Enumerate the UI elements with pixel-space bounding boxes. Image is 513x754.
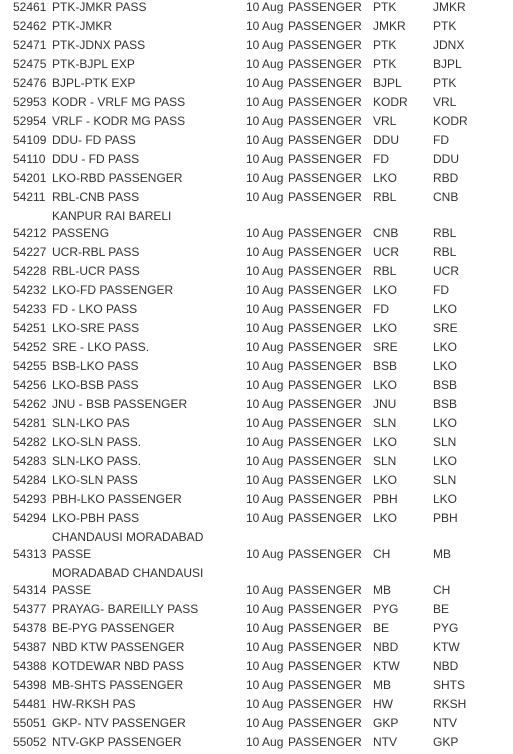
train-date: 10 Aug (246, 735, 284, 749)
train-from: PTK (373, 38, 397, 52)
train-from: PYG (373, 602, 399, 616)
train-name: CHANDAUSI MORADABAD (52, 530, 204, 544)
train-number: 54233 (13, 302, 47, 316)
train-number: 54211 (13, 190, 46, 204)
train-from: JNU (373, 397, 397, 411)
train-from: SRE (373, 340, 398, 354)
train-name: BJPL-PTK EXP (52, 76, 136, 90)
train-type: PASSENGER (288, 245, 362, 259)
train-name: KODR - VRLF MG PASS (52, 95, 186, 109)
train-type: PASSENGER (288, 283, 362, 297)
train-number: 52954 (13, 114, 47, 128)
train-from: PTK (373, 57, 397, 71)
train-to: VRL (433, 95, 457, 109)
train-from: PBH (373, 492, 398, 506)
train-from: LKO (373, 321, 398, 335)
table-row (0, 38, 513, 57)
train-number: 54481 (13, 697, 47, 711)
train-type: PASSENGER (288, 416, 362, 430)
train-number: 54252 (13, 340, 47, 354)
train-date: 10 Aug (246, 340, 284, 354)
train-type: PASSENGER (288, 583, 362, 597)
table-row (0, 511, 513, 530)
train-from: CH (373, 547, 391, 561)
train-name: VRLF - KODR MG PASS (52, 114, 186, 128)
table-row (0, 359, 513, 378)
table-row (0, 416, 513, 435)
train-type: PASSENGER (288, 397, 362, 411)
train-number: 54281 (13, 416, 47, 430)
train-to: PTK (433, 19, 457, 33)
train-name: PTK-JMKR (52, 19, 112, 33)
train-date: 10 Aug (246, 171, 284, 185)
train-number: 54110 (13, 152, 46, 166)
train-type: PASSENGER (288, 264, 362, 278)
train-date: 10 Aug (246, 659, 284, 673)
train-date: 10 Aug (246, 547, 284, 561)
train-date: 10 Aug (246, 302, 284, 316)
train-date: 10 Aug (246, 378, 284, 392)
train-from: LKO (373, 473, 398, 487)
table-row (0, 566, 513, 602)
table-row (0, 492, 513, 511)
train-from: VRL (373, 114, 397, 128)
train-to: LKO (433, 359, 458, 373)
train-number: 54284 (13, 473, 47, 487)
table-row (0, 190, 513, 209)
train-number: 54227 (13, 245, 47, 259)
train-name: JNU - BSB PASSENGER (52, 397, 188, 411)
train-from: UCR (373, 245, 399, 259)
table-row (0, 114, 513, 133)
train-from: RBL (373, 190, 397, 204)
train-to: SLN (433, 435, 457, 449)
train-from: LKO (373, 511, 398, 525)
train-type: PASSENGER (288, 678, 362, 692)
train-name: RBL-UCR PASS (52, 264, 140, 278)
train-name: MORADABAD CHANDAUSI (52, 566, 204, 580)
train-name: NBD KTW PASSENGER (52, 640, 185, 654)
train-to: CH (433, 583, 451, 597)
train-to: LKO (433, 492, 458, 506)
train-number: 54282 (13, 435, 47, 449)
train-type: PASSENGER (288, 473, 362, 487)
train-from: LKO (373, 435, 398, 449)
train-to: SHTS (433, 678, 466, 692)
train-to: RKSH (433, 697, 467, 711)
train-type: PASSENGER (288, 171, 362, 185)
table-row (0, 378, 513, 397)
train-type: PASSENGER (288, 19, 362, 33)
train-type: PASSENGER (288, 359, 362, 373)
train-date: 10 Aug (246, 473, 284, 487)
train-type: PASSENGER (288, 340, 362, 354)
train-to: BE (433, 602, 450, 616)
train-number: 55052 (13, 735, 47, 749)
train-name: SRE - LKO PASS. (52, 340, 150, 354)
train-type: PASSENGER (288, 492, 362, 506)
train-to: NTV (433, 716, 457, 730)
train-from: DDU (373, 133, 399, 147)
train-from: KODR (373, 95, 408, 109)
train-type: PASSENGER (288, 302, 362, 316)
train-number: 52476 (13, 76, 47, 90)
train-number: 54314 (13, 583, 47, 597)
train-date: 10 Aug (246, 226, 284, 240)
train-from: LKO (373, 378, 398, 392)
train-from: MB (373, 583, 391, 597)
train-date: 10 Aug (246, 57, 284, 71)
table-row (0, 678, 513, 697)
train-date: 10 Aug (246, 76, 284, 90)
train-name: HW-RKSH PAS (52, 697, 136, 711)
train-name: RBL-CNB PASS (52, 190, 140, 204)
table-row (0, 435, 513, 454)
table-row (0, 0, 513, 19)
train-date: 10 Aug (246, 283, 284, 297)
train-to: CNB (433, 190, 459, 204)
table-row (0, 95, 513, 114)
train-type: PASSENGER (288, 76, 362, 90)
train-to: PTK (433, 76, 457, 90)
train-type: PASSENGER (288, 659, 362, 673)
train-date: 10 Aug (246, 19, 284, 33)
train-to: RBL (433, 245, 457, 259)
train-name: SLN-LKO PAS (52, 416, 130, 430)
train-number: 54251 (13, 321, 47, 335)
table-row (0, 602, 513, 621)
train-number: 54262 (13, 397, 47, 411)
train-name: PRAYAG- BAREILLY PASS (52, 602, 199, 616)
train-name: LKO-SRE PASS (52, 321, 140, 335)
train-number: 54294 (13, 511, 47, 525)
train-date: 10 Aug (246, 133, 284, 147)
train-number: 54313 (13, 547, 47, 561)
train-from: HW (373, 697, 393, 711)
train-name: NTV-GKP PASSENGER (52, 735, 182, 749)
train-number: 54387 (13, 640, 47, 654)
train-type: PASSENGER (288, 38, 362, 52)
table-row (0, 621, 513, 640)
train-name: KOTDEWAR NBD PASS (52, 659, 185, 673)
table-row (0, 530, 513, 566)
train-to: BJPL (433, 57, 462, 71)
table-row (0, 283, 513, 302)
train-name: PTK-JMKR PASS (52, 0, 147, 14)
train-type: PASSENGER (288, 716, 362, 730)
train-name: PASSENG (52, 226, 110, 240)
train-date: 10 Aug (246, 492, 284, 506)
train-date: 10 Aug (246, 397, 284, 411)
train-type: PASSENGER (288, 152, 362, 166)
train-number: 52953 (13, 95, 47, 109)
train-number: 54109 (13, 133, 47, 147)
train-date: 10 Aug (246, 152, 284, 166)
train-to: PBH (433, 511, 458, 525)
train-to: SLN (433, 473, 457, 487)
train-date: 10 Aug (246, 245, 284, 259)
train-date: 10 Aug (246, 716, 284, 730)
train-from: SLN (373, 454, 397, 468)
train-date: 10 Aug (246, 454, 284, 468)
train-name: LKO-BSB PASS (52, 378, 139, 392)
train-date: 10 Aug (246, 435, 284, 449)
train-from: JMKR (373, 19, 406, 33)
train-type: PASSENGER (288, 454, 362, 468)
train-name: LKO-RBD PASSENGER (52, 171, 183, 185)
train-name: LKO-SLN PASS. (52, 435, 142, 449)
train-type: PASSENGER (288, 621, 362, 635)
table-row (0, 302, 513, 321)
train-number: 54256 (13, 378, 47, 392)
train-from: NTV (373, 735, 397, 749)
train-date: 10 Aug (246, 359, 284, 373)
train-to: JDNX (433, 38, 465, 52)
table-row (0, 171, 513, 190)
train-from: KTW (373, 659, 400, 673)
train-to: JMKR (433, 0, 466, 14)
train-type: PASSENGER (288, 735, 362, 749)
train-to: SRE (433, 321, 458, 335)
table-row (0, 152, 513, 171)
train-from: BSB (373, 359, 398, 373)
train-type: PASSENGER (288, 511, 362, 525)
train-number: 52475 (13, 57, 47, 71)
train-name: FD - LKO PASS (52, 302, 138, 316)
table-row (0, 245, 513, 264)
train-name: MB-SHTS PASSENGER (52, 678, 184, 692)
train-name: PTK-JDNX PASS (52, 38, 146, 52)
train-from: FD (373, 152, 389, 166)
train-type: PASSENGER (288, 114, 362, 128)
train-type: PASSENGER (288, 602, 362, 616)
train-to: BSB (433, 378, 458, 392)
table-row (0, 19, 513, 38)
train-type: PASSENGER (288, 697, 362, 711)
train-type: PASSENGER (288, 0, 362, 14)
train-name: PASSE (52, 547, 92, 561)
train-to: PYG (433, 621, 459, 635)
train-from: BJPL (373, 76, 402, 90)
train-number: 52462 (13, 19, 47, 33)
train-name: LKO-FD PASSENGER (52, 283, 174, 297)
train-date: 10 Aug (246, 264, 284, 278)
train-type: PASSENGER (288, 321, 362, 335)
train-from: CNB (373, 226, 399, 240)
table-row (0, 659, 513, 678)
table-row (0, 264, 513, 283)
train-number: 54212 (13, 226, 47, 240)
table-row (0, 640, 513, 659)
train-name: SLN-LKO PASS. (52, 454, 142, 468)
train-to: FD (433, 133, 449, 147)
train-to: RBD (433, 171, 459, 185)
table-row (0, 454, 513, 473)
table-row (0, 340, 513, 359)
train-to: DDU (433, 152, 459, 166)
train-name: LKO-SLN PASS (52, 473, 138, 487)
train-name: KANPUR RAI BARELI (52, 209, 172, 223)
train-to: LKO (433, 416, 458, 430)
train-from: PTK (373, 0, 397, 14)
train-from: SLN (373, 416, 397, 430)
train-from: GKP (373, 716, 399, 730)
table-row (0, 697, 513, 716)
train-name: BE-PYG PASSENGER (52, 621, 175, 635)
train-from: FD (373, 302, 389, 316)
train-date: 10 Aug (246, 678, 284, 692)
train-name: LKO-PBH PASS (52, 511, 140, 525)
train-from: BE (373, 621, 390, 635)
train-type: PASSENGER (288, 95, 362, 109)
train-date: 10 Aug (246, 511, 284, 525)
train-date: 10 Aug (246, 697, 284, 711)
train-date: 10 Aug (246, 583, 284, 597)
train-from: RBL (373, 264, 397, 278)
train-to: FD (433, 283, 449, 297)
train-to: KODR (433, 114, 468, 128)
train-name: BSB-LKO PASS (52, 359, 139, 373)
table-row (0, 397, 513, 416)
train-number: 54377 (13, 602, 47, 616)
table-row (0, 76, 513, 95)
train-to: LKO (433, 302, 458, 316)
train-date: 10 Aug (246, 95, 284, 109)
train-name: PASSE (52, 583, 92, 597)
table-row (0, 716, 513, 735)
train-name: UCR-RBL PASS (52, 245, 140, 259)
train-name: GKP- NTV PASSENGER (52, 716, 186, 730)
table-row (0, 735, 513, 754)
train-type: PASSENGER (288, 378, 362, 392)
train-to: UCR (433, 264, 459, 278)
train-type: PASSENGER (288, 133, 362, 147)
table-row (0, 473, 513, 492)
train-to: GKP (433, 735, 459, 749)
train-date: 10 Aug (246, 621, 284, 635)
train-from: NBD (373, 640, 399, 654)
train-to: BSB (433, 397, 458, 411)
train-to: KTW (433, 640, 460, 654)
train-name: DDU - FD PASS (52, 152, 140, 166)
train-date: 10 Aug (246, 321, 284, 335)
train-name: PBH-LKO PASSENGER (52, 492, 182, 506)
train-number: 54232 (13, 283, 47, 297)
train-number: 52471 (13, 38, 47, 52)
train-name: DDU- FD PASS (52, 133, 136, 147)
train-from: LKO (373, 283, 398, 297)
train-from: MB (373, 678, 391, 692)
train-to: NBD (433, 659, 459, 673)
train-number: 54283 (13, 454, 47, 468)
train-date: 10 Aug (246, 114, 284, 128)
train-type: PASSENGER (288, 640, 362, 654)
table-row (0, 321, 513, 340)
train-to: RBL (433, 226, 457, 240)
train-type: PASSENGER (288, 57, 362, 71)
train-to: MB (433, 547, 451, 561)
train-type: PASSENGER (288, 226, 362, 240)
train-type: PASSENGER (288, 435, 362, 449)
train-number: 54398 (13, 678, 47, 692)
table-row (0, 133, 513, 152)
train-number: 54388 (13, 659, 47, 673)
train-type: PASSENGER (288, 190, 362, 204)
train-date: 10 Aug (246, 602, 284, 616)
train-name: PTK-BJPL EXP (52, 57, 135, 71)
train-number: 52461 (13, 0, 47, 14)
train-number: 55051 (13, 716, 47, 730)
table-row (0, 209, 513, 245)
train-from: LKO (373, 171, 398, 185)
table-row (0, 57, 513, 76)
train-date: 10 Aug (246, 640, 284, 654)
train-number: 54293 (13, 492, 47, 506)
train-number: 54201 (13, 171, 47, 185)
train-to: LKO (433, 454, 458, 468)
train-date: 10 Aug (246, 416, 284, 430)
train-number: 54228 (13, 264, 47, 278)
train-date: 10 Aug (246, 0, 284, 14)
train-date: 10 Aug (246, 38, 284, 52)
train-number: 54255 (13, 359, 47, 373)
train-type: PASSENGER (288, 547, 362, 561)
train-number: 54378 (13, 621, 47, 635)
train-date: 10 Aug (246, 190, 284, 204)
train-to: LKO (433, 340, 458, 354)
